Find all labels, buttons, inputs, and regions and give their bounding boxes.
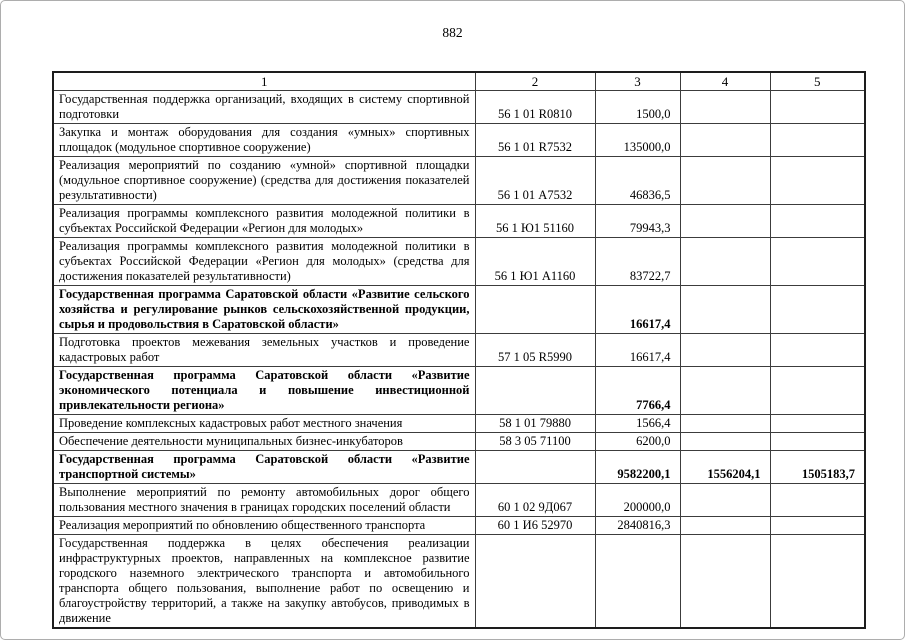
cell-budget-code: 60 1 И6 52970 [475,516,595,534]
cell-budget-code: 56 1 Ю1 А1160 [475,237,595,285]
cell-amount-4 [680,123,770,156]
table-row [53,90,865,123]
cell-expense-name: Подготовка проектов межевания земельных участков и проведение кадастровых работ [53,333,475,366]
table-body [53,90,865,628]
cell-amount-5 [770,123,865,156]
cell-budget-code: 58 1 01 79880 [475,414,595,432]
table-row [53,366,865,414]
cell-budget-code [475,366,595,414]
cell-amount-3: 46836,5 [595,156,680,204]
table-row [53,516,865,534]
cell-amount-3: 9582200,1 [595,450,680,483]
cell-expense-name: Закупка и монтаж оборудования для создания «умных» спортивных площадок (модульное спортивное сооружение) [53,123,475,156]
cell-amount-5 [770,333,865,366]
cell-amount-4 [680,156,770,204]
cell-amount-3: 2840816,3 [595,516,680,534]
column-header-5: 5 [770,72,865,90]
cell-amount-5 [770,156,865,204]
cell-budget-code: 60 1 02 9Д067 [475,483,595,516]
table-header [53,72,865,90]
cell-expense-name: Реализация мероприятий по созданию «умной» спортивной площадки (модульное спортивное сооружение) (средства для достижения показателей результативности) [53,156,475,204]
cell-budget-code [475,285,595,333]
table-row [53,414,865,432]
cell-amount-5 [770,414,865,432]
cell-amount-3: 16617,4 [595,285,680,333]
cell-budget-code [475,450,595,483]
cell-amount-3: 135000,0 [595,123,680,156]
cell-amount-4 [680,237,770,285]
cell-amount-3: 1500,0 [595,90,680,123]
cell-budget-code: 56 1 01 А7532 [475,156,595,204]
cell-expense-name: Реализация мероприятий по обновлению общественного транспорта [53,516,475,534]
cell-budget-code: 58 3 05 71100 [475,432,595,450]
table-row [53,156,865,204]
cell-amount-5 [770,516,865,534]
cell-amount-3: 79943,3 [595,204,680,237]
cell-expense-name: Государственная программа Саратовской области «Развитие экономического потенциала и повышение инвестиционной привлекательности региона» [53,366,475,414]
cell-budget-code: 56 1 Ю1 51160 [475,204,595,237]
cell-amount-5 [770,204,865,237]
cell-amount-4 [680,285,770,333]
cell-expense-name: Государственная поддержка в целях обеспечения реализации инфраструктурных проектов, направленных на комплексное развитие городского наземного электрического транспорта и автомобильного транспорта общего пользования, выполнение работ по освещению и благоустройству территорий, а также на закупку автобусов, приводимых в движение [53,534,475,628]
cell-amount-5 [770,534,865,628]
table-row [53,432,865,450]
column-header-1: 1 [53,72,475,90]
cell-amount-5 [770,366,865,414]
cell-amount-5 [770,432,865,450]
cell-amount-4 [680,432,770,450]
cell-amount-3: 83722,7 [595,237,680,285]
cell-amount-3: 200000,0 [595,483,680,516]
cell-expense-name: Обеспечение деятельности муниципальных бизнес-инкубаторов [53,432,475,450]
cell-amount-5 [770,90,865,123]
cell-expense-name: Проведение комплексных кадастровых работ местного значения [53,414,475,432]
cell-amount-4 [680,483,770,516]
cell-amount-5 [770,483,865,516]
table-row [53,237,865,285]
cell-amount-4 [680,204,770,237]
cell-amount-3: 1566,4 [595,414,680,432]
table-row [53,333,865,366]
cell-amount-4 [680,333,770,366]
header-row [53,72,865,90]
cell-amount-4 [680,414,770,432]
cell-expense-name: Реализация программы комплексного развития молодежной политики в субъектах Российской Федерации «Регион для молодых» [53,204,475,237]
cell-expense-name: Выполнение мероприятий по ремонту автомобильных дорог общего пользования местного значения в границах городских поселений области [53,483,475,516]
cell-expense-name: Реализация программы комплексного развития молодежной политики в субъектах Российской Федерации «Регион для молодых» (средства для достижения показателей результативности) [53,237,475,285]
cell-amount-4 [680,516,770,534]
cell-amount-3 [595,534,680,628]
cell-amount-5 [770,237,865,285]
cell-amount-4: 1556204,1 [680,450,770,483]
cell-amount-3: 16617,4 [595,333,680,366]
cell-budget-code: 56 1 01 R7532 [475,123,595,156]
cell-amount-3: 6200,0 [595,432,680,450]
cell-amount-4 [680,366,770,414]
column-header-3: 3 [595,72,680,90]
cell-expense-name: Государственная программа Саратовской области «Развитие транспортной системы» [53,450,475,483]
cell-expense-name: Государственная поддержка организаций, входящих в систему спортивной подготовки [53,90,475,123]
cell-budget-code: 56 1 01 R0810 [475,90,595,123]
cell-expense-name: Государственная программа Саратовской области «Развитие сельского хозяйства и регулирование рынков сельскохозяйственной продукции, сырья и продовольствия в Саратовской области» [53,285,475,333]
page-number: 882 [442,25,463,40]
cell-amount-5 [770,285,865,333]
cell-amount-4 [680,534,770,628]
cell-budget-code: 57 1 05 R5990 [475,333,595,366]
budget-table [52,71,866,629]
cell-amount-4 [680,90,770,123]
table-row [53,204,865,237]
cell-amount-5: 1505183,7 [770,450,865,483]
cell-budget-code [475,534,595,628]
table-row [53,285,865,333]
table-row [53,483,865,516]
cell-amount-3: 7766,4 [595,366,680,414]
table-row [53,534,865,628]
column-header-4: 4 [680,72,770,90]
table-row [53,450,865,483]
column-header-2: 2 [475,72,595,90]
table-row [53,123,865,156]
